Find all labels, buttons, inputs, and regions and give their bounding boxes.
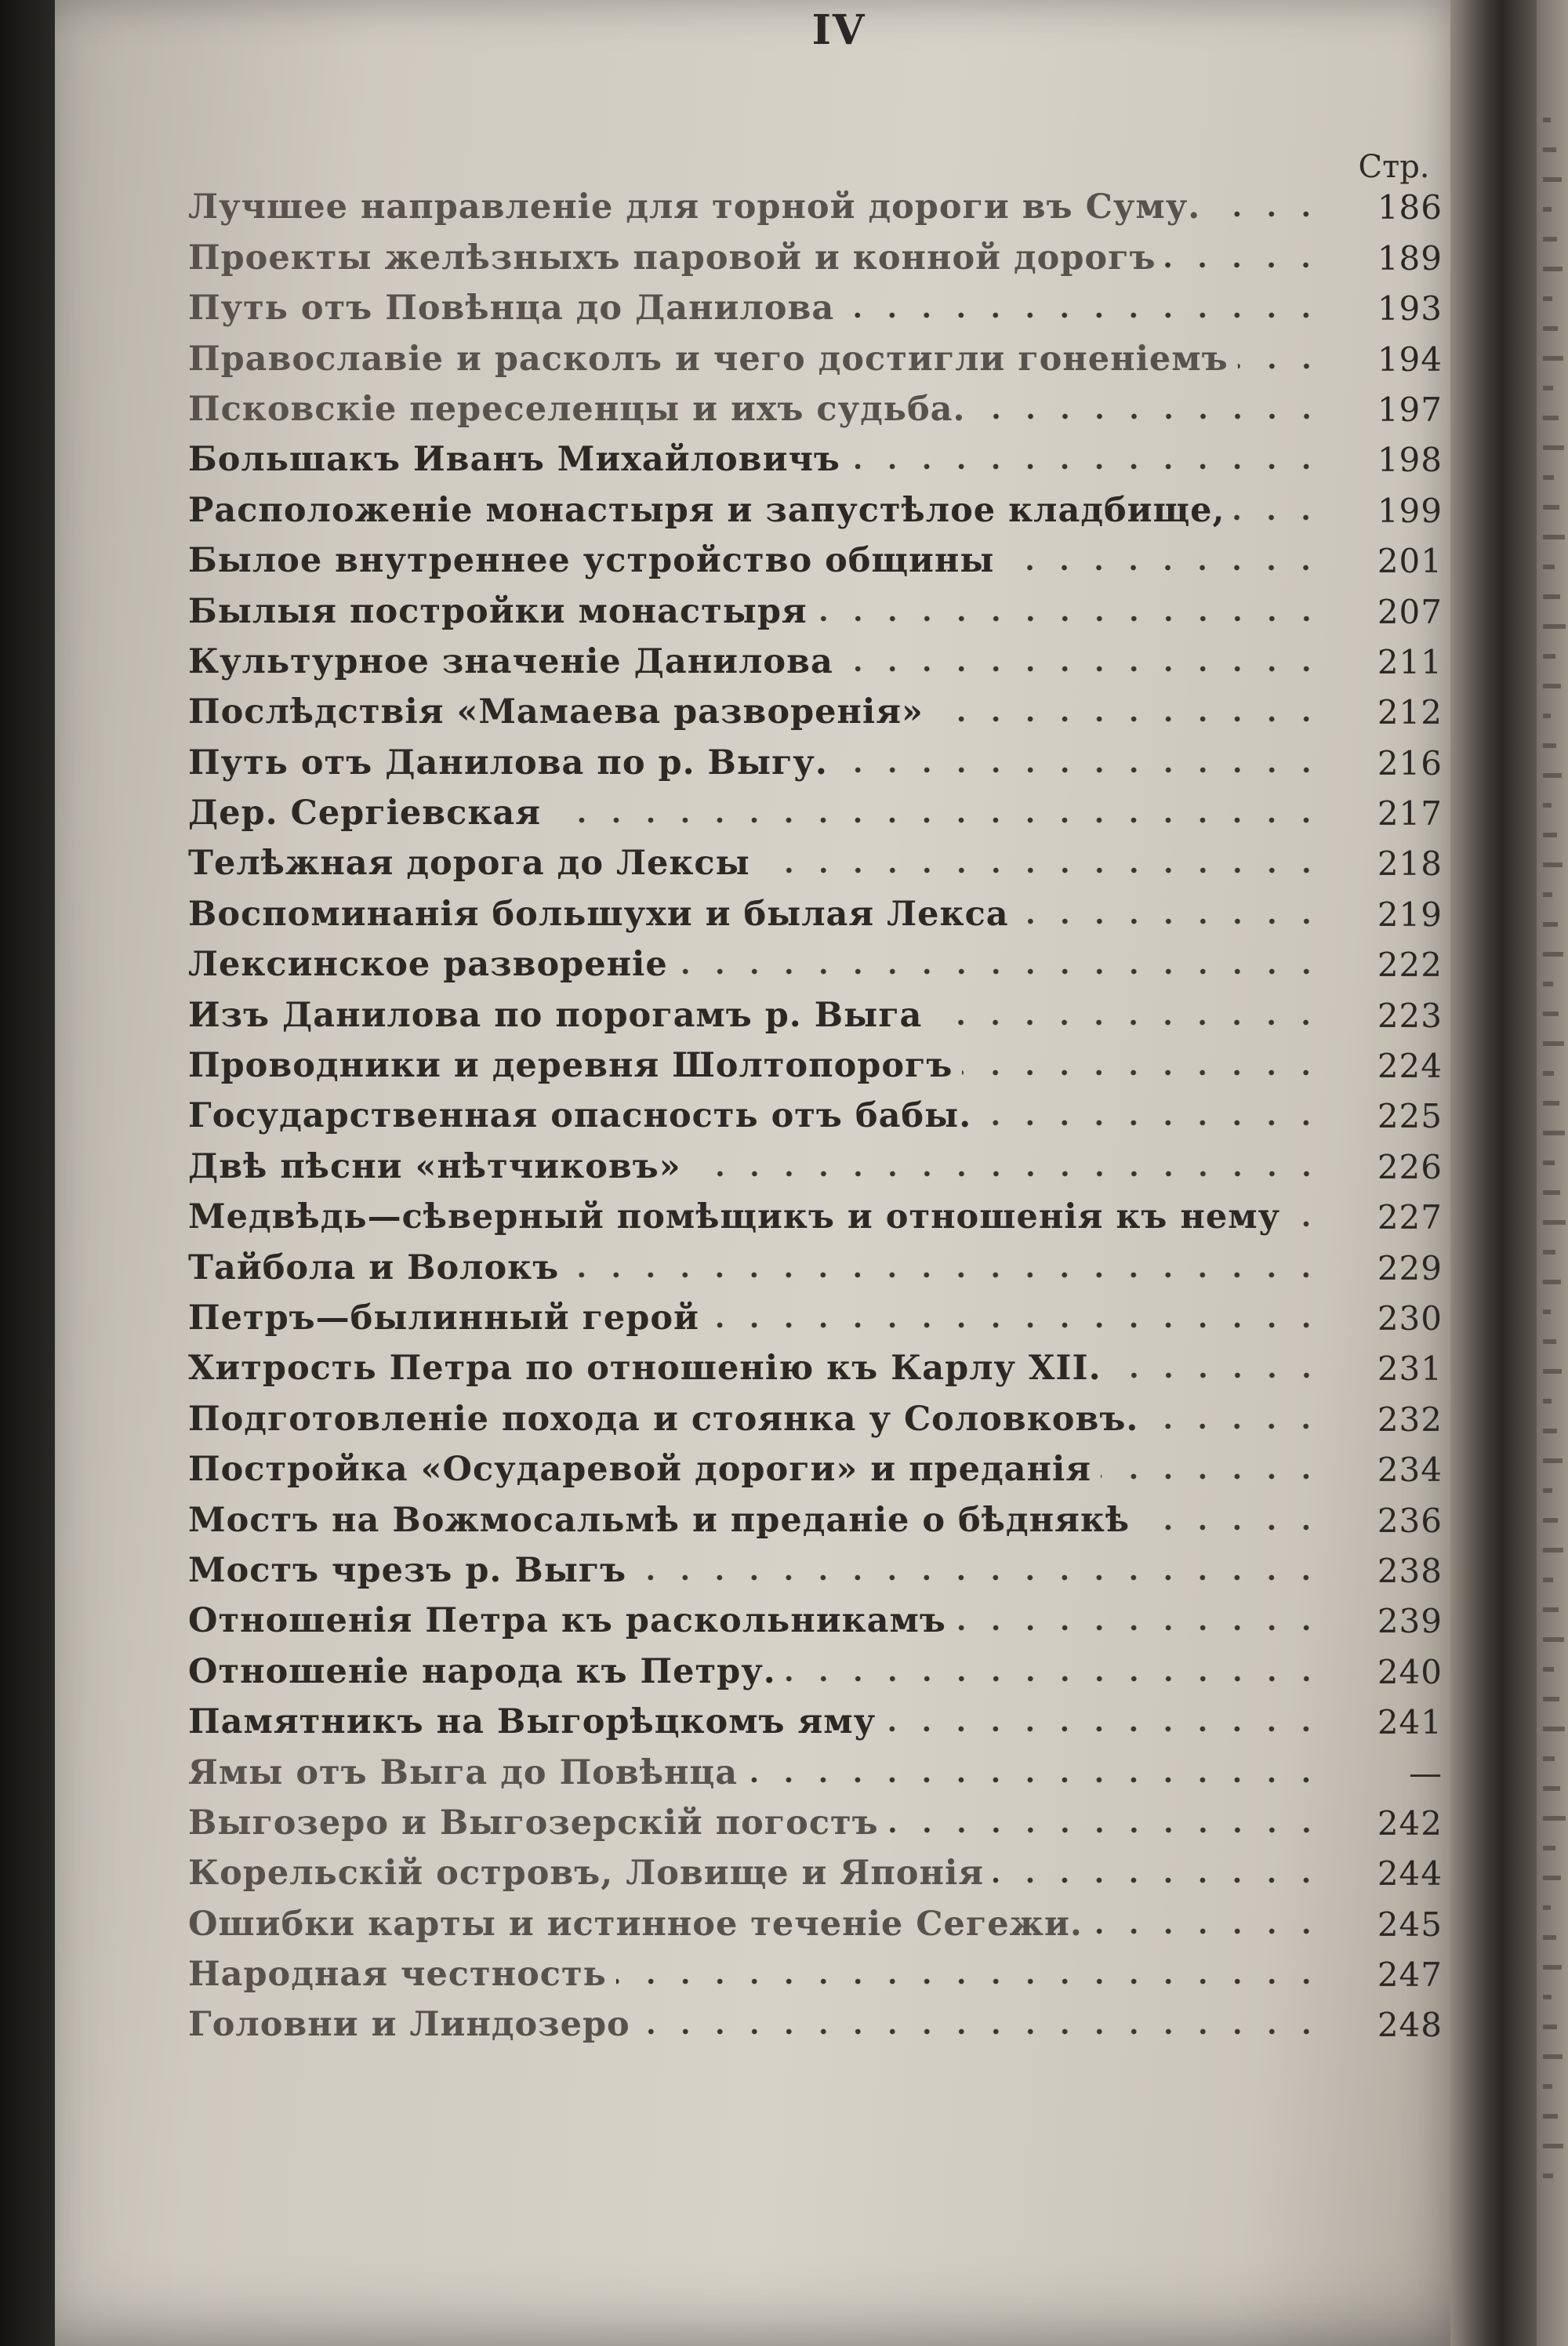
toc-entry-title: Корельскій островъ, Ловище и Японія [188,1854,985,1894]
toc-entry [188,982,1443,1035]
toc-entry [188,629,1443,679]
toc-entry-page: 217 [1377,794,1443,833]
toc-entry-title: Ямы отъ Выга до Повѣнца [188,1752,739,1792]
toc-entry [188,1234,1443,1287]
dot-leader [885,1725,1323,1733]
book-gutter [1450,0,1537,2346]
toc-entry-page: 189 [1377,238,1443,278]
toc-entry-title: Петръ—былинный герой [188,1298,699,1338]
dot-leader [1290,1220,1323,1228]
toc-entry-page: — [1409,1753,1443,1792]
toc-entry [188,1538,1443,1588]
toc-entry-page: 212 [1377,693,1443,732]
toc-entry-title: Телѣжная дорога до Лексы [188,844,750,884]
toc-entry [188,174,1443,227]
toc-entry [188,1335,1443,1389]
toc-entry-title: Православіе и расколъ и чего достигли гоненіемъ [188,339,1229,379]
page-number: IV [811,6,866,54]
dot-leader [837,766,1323,774]
toc-entry-title: Народная честность [188,1955,607,1995]
dot-leader [1210,210,1323,218]
toc-entry-title: Псковскіе переселенцы и ихъ судьба. [188,389,966,429]
toc-entry-page: 245 [1377,1905,1443,1944]
dot-leader [786,1675,1323,1683]
toc-entry-title: Ошибки карты и истинное теченіе Сегежи. [188,1904,1083,1944]
toc-entry-page: 223 [1377,996,1443,1035]
toc-entry [188,1133,1443,1186]
toc-entry-page: 229 [1377,1248,1443,1287]
dot-leader [1139,1523,1323,1531]
toc-entry-page: 239 [1377,1602,1443,1641]
dot-leader [636,1574,1323,1582]
toc-entry-page: 219 [1377,895,1443,934]
toc-entry-title: Большакъ Иванъ Михайловичъ [188,440,840,480]
toc-entry [188,1184,1443,1237]
toc-entry [188,881,1443,934]
toc-entry [188,1992,1443,2045]
toc-entry-page: 218 [1377,844,1443,884]
toc-entry [188,1840,1443,1894]
dot-leader [993,1876,1323,1884]
toc-entry-page: 201 [1377,542,1443,581]
toc-entry-page: 197 [1377,390,1443,429]
toc-entry-title: Головни и Линдозеро [188,2005,630,2045]
dot-leader [975,412,1324,420]
dot-leader [933,715,1323,723]
toc-entry-title: Изъ Данилова по порогамъ р. Выга [188,995,923,1035]
toc-entry [188,427,1443,480]
toc-entry-title: Отношеніе народа къ Петру. [188,1651,776,1691]
toc-entry-title: Отношенія Петра къ раскольникамъ [188,1601,946,1641]
dot-leader [931,1019,1323,1026]
toc-entry-title: Путь отъ Повѣнца до Данилова [188,289,835,329]
toc-entry-title: Былое внутреннее устройство общины [188,541,995,581]
dot-leader [691,1170,1323,1178]
dot-leader [844,311,1323,319]
toc-entry-title: Путь отъ Данилова по р. Выгу. [188,743,828,783]
dot-leader [962,1069,1323,1077]
dot-leader [1101,1473,1323,1480]
toc-entry-title: Расположеніе монастыря и запустѣлое кладбище, [188,490,1225,530]
toc-entry [188,1890,1443,1944]
toc-entry [188,1285,1443,1338]
toc-entry [188,1689,1443,1742]
dot-leader [1238,362,1323,370]
dot-leader [677,968,1323,975]
toc-entry [188,376,1443,427]
toc-entry-page: 240 [1377,1652,1443,1691]
toc-entry [188,578,1443,631]
toc-entry-page: 236 [1377,1501,1443,1540]
toc-entry-title: Медвѣдь—сѣверный помѣщикъ и отношенія къ нему [188,1197,1281,1237]
toc-entry [188,1033,1443,1086]
toc-entry [188,1385,1443,1439]
toc-entry-page: 231 [1377,1349,1443,1389]
toc-entry-page: 222 [1377,946,1443,985]
toc-entry-page: 224 [1377,1047,1443,1086]
toc-entry-page: 216 [1377,743,1443,783]
book-page [55,0,1474,2346]
toc-entry-title: Мостъ на Вожмосальмѣ и преданіе о бѣднякѣ [188,1500,1131,1540]
toc-entry-title: Послѣдствія «Мамаева разворенія» [188,692,924,732]
toc-entry-title: Воспоминанія большухи и былая Лекса [188,894,1009,934]
toc-entry-title: Былыя постройки монастыря [188,591,808,631]
dot-leader [568,1271,1323,1279]
toc-entry-title: Лучшее направленіе для торной дороги въ Суму. [188,187,1201,227]
toc-entry [188,1739,1443,1792]
toc-entry [188,780,1443,833]
dot-leader [888,1826,1323,1834]
toc-entry-page: 194 [1377,340,1443,379]
toc-entry [188,528,1443,581]
dot-leader [1234,514,1323,521]
toc-entry-title: Постройка «Осударевой дороги» и преданія [188,1450,1092,1490]
toc-entry-page: 193 [1377,289,1443,329]
toc-entry [188,932,1443,985]
toc-entry-page: 199 [1377,491,1443,530]
dot-leader [1165,261,1323,269]
toc-entry-page: 232 [1377,1400,1443,1439]
toc-entry-page: 238 [1377,1551,1443,1590]
toc-entry-page: 227 [1377,1198,1443,1237]
toc-entry [188,1436,1443,1490]
toc-entry [188,1941,1443,1995]
toc-entry [188,1638,1443,1691]
toc-entry-title: Памятникъ на Выгорѣцкомъ яму [188,1702,877,1742]
toc-entry [188,275,1443,329]
dot-leader [843,665,1323,673]
dot-leader [640,2028,1323,2036]
toc-entry-page: 248 [1377,2006,1443,2045]
adjacent-page-edge [1537,0,1568,2346]
toc-entry [188,830,1443,884]
dot-leader [1111,1371,1323,1379]
table-of-contents [188,174,1443,2045]
toc-entry-title: Проекты желѣзныхъ паровой и конной дорогъ [188,238,1156,278]
toc-entry [188,1487,1443,1540]
toc-entry [188,1083,1443,1136]
dot-leader [956,1624,1323,1632]
dot-leader [1148,1422,1323,1430]
toc-entry-page: 230 [1377,1298,1443,1338]
toc-entry-page: 225 [1377,1097,1443,1136]
toc-entry [188,325,1443,379]
toc-entry-title: Проводники и деревня Шолтопорогъ [188,1046,953,1086]
toc-entry-page: 241 [1377,1703,1443,1742]
dot-leader [1004,564,1323,572]
dot-leader [850,463,1323,470]
dot-leader [709,1321,1323,1329]
toc-entry [188,224,1443,278]
toc-entry-page: 207 [1377,592,1443,631]
dot-leader [981,1119,1323,1127]
toc-entry [188,477,1443,530]
toc-entry-title: Культурное значеніе Данилова [188,641,833,681]
toc-entry-page: 226 [1377,1147,1443,1186]
toc-entry-title: Тайбола и Волокъ [188,1247,560,1287]
toc-entry-title: Выгозеро и Выгозерскій погостъ [188,1803,879,1843]
toc-entry-title: Государственная опасность отъ бабы. [188,1096,972,1136]
toc-entry-page: 242 [1377,1803,1443,1843]
page-column-header: Стр. [1358,149,1430,185]
toc-entry-title: Дер. Сергіевская [188,794,542,833]
dot-leader [1018,917,1323,925]
toc-entry-title: Двѣ пѣсни «нѣтчиковъ» [188,1146,681,1186]
toc-entry-page: 234 [1377,1451,1443,1490]
dot-leader [550,816,1323,824]
toc-entry-page: 247 [1377,1956,1443,1995]
toc-entry [188,1588,1443,1641]
toc-entry [188,729,1443,783]
toc-entry-page: 211 [1377,642,1443,681]
toc-entry-title: Мостъ чрезъ р. Выгъ [188,1550,627,1590]
toc-entry-title: Подготовленіе похода и стоянка у Соловковъ. [188,1399,1139,1439]
toc-entry-page: 244 [1377,1854,1443,1894]
dot-leader [747,1776,1323,1784]
toc-entry [188,1790,1443,1843]
toc-entry-page: 186 [1377,188,1443,227]
toc-entry-title: Лексинское развореніе [188,945,668,985]
dot-leader [1092,1927,1323,1935]
dot-leader [760,866,1323,874]
toc-entry-page: 198 [1377,441,1443,480]
dot-leader [616,1977,1323,1985]
dot-leader [817,615,1323,623]
toc-entry [188,679,1443,732]
toc-entry-title: Хитрость Петра по отношенію къ Карлу XII. [188,1349,1102,1389]
